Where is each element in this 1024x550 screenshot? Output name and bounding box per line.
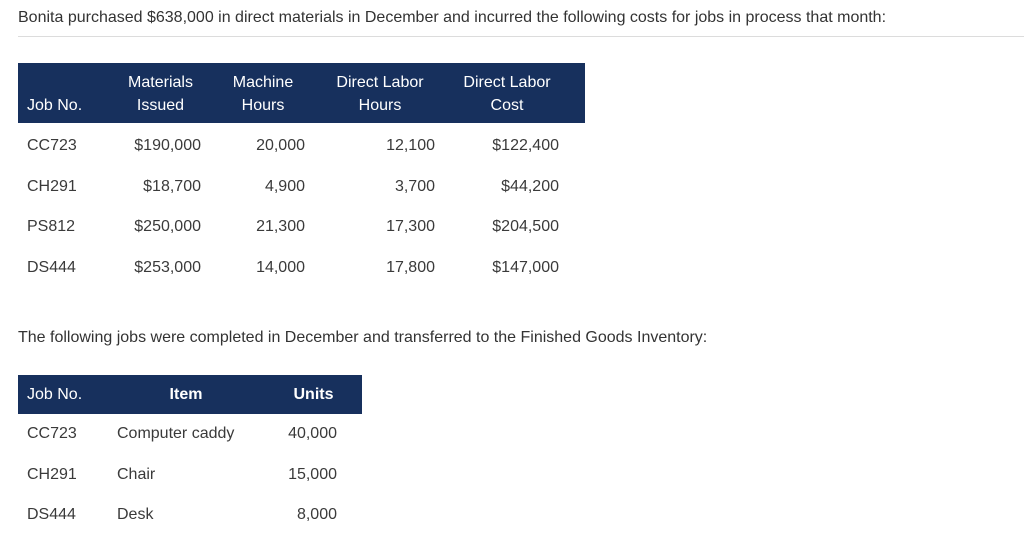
cell-job-no: CH291: [27, 177, 77, 195]
cell-item: Computer caddy: [117, 425, 235, 443]
header-line: Direct Labor: [336, 74, 424, 91]
cell-machine-hours: 20,000: [256, 137, 305, 155]
header-line: Machine: [232, 74, 294, 91]
completed-jobs-table-body: [18, 414, 362, 536]
job-costs-table-body: [18, 123, 585, 288]
cell-machine-hours: 14,000: [256, 258, 305, 276]
table-row: [18, 248, 585, 289]
cell-machine-hours: 21,300: [256, 218, 305, 236]
header-item: Item: [107, 375, 265, 414]
cell-direct-labor-cost: $147,000: [492, 258, 559, 276]
cell-direct-labor-hours: 17,300: [386, 218, 435, 236]
table-row: [18, 495, 362, 536]
cell-direct-labor-cost: $44,200: [501, 177, 559, 195]
table-header-row: [18, 375, 362, 414]
cell-job-no: DS444: [27, 506, 76, 524]
completed-jobs-table: [18, 375, 362, 536]
cell-item: Desk: [117, 506, 154, 524]
cell-item: Chair: [117, 465, 156, 483]
header-line: Hours: [241, 97, 285, 114]
header-line: Issued: [136, 97, 185, 114]
cell-job-no: CC723: [27, 425, 77, 443]
intro-paragraph: Bonita purchased $638,000 in direct materials in December and incurred the following costs for jobs in process that month:: [18, 9, 887, 26]
header-line: Cost: [490, 97, 524, 114]
cell-machine-hours: 4,900: [264, 177, 305, 195]
cell-job-no: PS812: [27, 218, 76, 236]
cell-job-no: CC723: [27, 137, 77, 155]
cell-units: 8,000: [296, 506, 337, 524]
header-job-no: [18, 63, 110, 123]
header-job-no: Job No.: [18, 375, 107, 414]
cell-direct-labor-hours: 12,100: [386, 137, 435, 155]
header-line: Direct Labor: [463, 74, 551, 91]
job-costs-table: [18, 63, 585, 288]
table-row: [18, 207, 585, 248]
header-units: Units: [265, 375, 362, 414]
table-header-row: [18, 63, 585, 123]
cell-direct-labor-cost: $122,400: [492, 137, 559, 155]
header-direct-labor-hours: [315, 63, 445, 123]
cell-materials: $190,000: [134, 137, 201, 155]
cell-direct-labor-hours: 17,800: [386, 258, 435, 276]
cell-direct-labor-hours: 3,700: [394, 177, 435, 195]
table-row: [18, 414, 362, 455]
cell-job-no: CH291: [27, 465, 77, 483]
table-row: [18, 123, 585, 167]
header-machine-hours: [211, 63, 315, 123]
cell-materials: $253,000: [134, 258, 201, 276]
cell-units: 15,000: [288, 465, 337, 483]
cell-job-no: DS444: [27, 258, 76, 276]
header-materials-issued: [110, 63, 211, 123]
table-row: [18, 455, 362, 496]
cell-direct-labor-cost: $204,500: [492, 218, 559, 236]
completed-jobs-paragraph: The following jobs were completed in December and transferred to the Finished Goods Inventory:: [18, 329, 708, 346]
cell-units: 40,000: [288, 425, 337, 443]
completed-jobs-table-header: [18, 375, 362, 414]
job-costs-table-header: [18, 63, 585, 123]
top-divider: [18, 36, 1024, 37]
header-line: Materials: [128, 74, 193, 91]
cell-materials: $250,000: [134, 218, 201, 236]
header-job-no-label: Job No.: [27, 97, 83, 114]
header-direct-labor-cost: [445, 63, 585, 123]
header-line: Hours: [358, 97, 402, 114]
cell-materials: $18,700: [143, 177, 201, 195]
table-row: [18, 167, 585, 208]
